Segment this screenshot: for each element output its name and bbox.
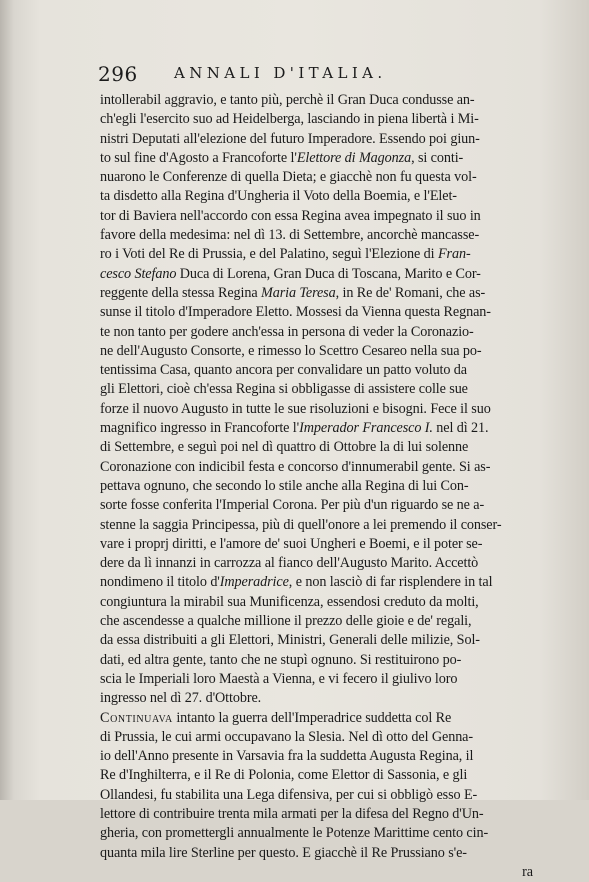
running-head: ANNALI D'ITALIA. xyxy=(174,64,387,82)
text-line xyxy=(100,110,545,129)
text-run: Re d'Inghilterra, e il Re di Polonia, come Elettor di Sassonia, e gli xyxy=(100,767,468,784)
text-run: favore della medesima: nel dì 13. di Settembre, ancorchè mancasse- xyxy=(100,227,480,244)
text-line xyxy=(100,844,545,863)
text-line xyxy=(100,786,545,805)
italic-text: Fran- xyxy=(437,246,471,263)
text-line xyxy=(100,226,545,245)
text-run: gheria, con promettergli annualmente le Potenze Marittime cento cin- xyxy=(100,825,489,842)
text-run: ch'egli l'esercito suo ad Heidelberga, lasciando in piena libertà i Mi- xyxy=(100,111,479,128)
italic-text: Elettore di Magonza xyxy=(296,149,412,166)
text-run: di Prussia, le cui armi occupavano la Slesia. Nel dì otto del Genna- xyxy=(100,728,474,745)
text-run: Ollandesi, fu stabilita una Lega difensiva, per cui si obbligò esso E- xyxy=(100,786,478,803)
text-line xyxy=(100,670,545,689)
text-run: che ascendesse a qualche millione il prezzo delle gioie e de' regali, xyxy=(100,613,472,630)
text-run: Coronazione con indicibil festa e concorso d'innumerabil gente. Si as- xyxy=(100,458,491,475)
text-line xyxy=(100,516,545,535)
text-line xyxy=(100,284,545,303)
text-run: forze il nuovo Augusto in tutte le sue risoluzioni e bisogni. Fece il suo xyxy=(100,400,491,417)
text-line xyxy=(100,207,545,226)
text-run: , si conti- xyxy=(411,149,464,166)
text-line xyxy=(100,419,545,438)
text-run: stenne la saggia Principessa, più di quell'onore a lei premendo il conser- xyxy=(100,516,502,533)
text-line xyxy=(100,323,545,342)
page-header xyxy=(98,62,548,84)
text-run: io dell'Anno presente in Varsavia fra la suddetta Augusta Regina, il xyxy=(100,748,474,765)
text-run: nuarono le Conferenze di quella Dieta; e giacchè non fu questa vol- xyxy=(100,169,477,186)
text-run: ne dell'Augusto Consorte, e rimesso lo Scettro Cesareo nella sua po- xyxy=(100,342,482,359)
text-line xyxy=(100,458,545,477)
text-line xyxy=(100,245,545,264)
text-run: pettava ognuno, che secondo lo stile anche alla Regina di lui Con- xyxy=(100,477,469,494)
text-run: tentissima Casa, quanto ancora per convalidare un patto voluto da xyxy=(100,362,467,379)
text-run: ingresso nel dì 27. d'Ottobre. xyxy=(100,690,262,707)
text-run: congiuntura la mirabil sua Munificenza, essendosi creduto da molti, xyxy=(100,593,479,610)
text-line xyxy=(100,187,545,206)
text-line xyxy=(100,631,545,650)
italic-text: Maria Teresa xyxy=(260,284,336,301)
text-line xyxy=(100,130,545,149)
text-line xyxy=(100,573,545,592)
text-line xyxy=(100,168,545,187)
text-run: te non tanto per godere anch'essa in persona di veder la Coronazio- xyxy=(100,323,474,340)
text-line xyxy=(100,265,545,284)
text-run: , e non lasciò di far risplendere in tal xyxy=(288,574,493,591)
text-line xyxy=(100,593,545,612)
text-line xyxy=(100,477,545,496)
text-run: dati, ed altra gente, tanto che ne stupì ognuno. Si restituirono po- xyxy=(100,651,462,668)
text-run: intollerabil aggravio, e tanto più, perchè il Gran Duca condusse an- xyxy=(100,92,475,108)
text-run: quanta mila lire Sterline per questo. E giacchè il Re Prussiano s'e- xyxy=(100,844,467,861)
text-run: scia le Imperiali loro Maestà a Vienna, e vi fecero il giulivo loro xyxy=(100,670,458,687)
text-run: lettore di contribuire trenta mila armati per la difesa del Regno d'Un- xyxy=(100,805,484,822)
text-run: dere da lì innanzi in carrozza al fianco dell'Augusto Marito. Accettò xyxy=(100,555,479,572)
text-line xyxy=(100,438,545,457)
text-line xyxy=(100,612,545,631)
text-run: ta disdetto alla Regina d'Ungheria il Voto della Boemia, e l'Elet- xyxy=(100,188,457,205)
text-line xyxy=(100,380,545,399)
text-run: tor di Baviera nell'accordo con essa Regina avea impegnato il suo in xyxy=(100,207,481,224)
text-line xyxy=(100,400,545,419)
text-run: vare i proprj diritti, e l'amore de' suoi Ungheri e Boemi, e il poter se- xyxy=(100,535,483,552)
text-run: to sul fine d'Agosto a Francoforte l' xyxy=(100,149,297,166)
text-line xyxy=(100,824,545,843)
text-line xyxy=(100,709,545,728)
text-run: sorte fosse conferita l'Imperial Corona. Per più d'un riguardo se ne a- xyxy=(100,497,485,514)
text-run: nistri Deputati all'elezione del futuro Imperadore. Essendo poi giun- xyxy=(100,130,480,147)
text-run: , in Re de' Romani, che as- xyxy=(335,284,486,301)
text-line xyxy=(100,766,545,785)
text-line xyxy=(100,554,545,573)
text-run: da essa distribuiti a gli Elettori, Ministri, Generali delle milizie, Sol- xyxy=(100,632,480,649)
text-line xyxy=(100,303,545,322)
text-run: sunse il titolo d'Imperadore Eletto. Mossesi da Vienna questa Regnan- xyxy=(100,304,491,321)
text-line xyxy=(100,535,545,554)
italic-text: Imperador Francesco I. xyxy=(299,420,433,437)
text-line xyxy=(100,747,545,766)
text-run: reggente della stessa Regina xyxy=(100,284,261,301)
text-line xyxy=(100,728,545,747)
text-line xyxy=(100,689,545,708)
page-number: 296 xyxy=(98,62,138,86)
italic-text: cesco Stefano xyxy=(100,265,177,282)
text-line xyxy=(100,149,545,168)
text-run: ro i Voti del Re di Prussia, e del Palatino, seguì l'Elezione di xyxy=(100,246,438,263)
text-run: gli Elettori, cioè ch'essa Regina si obbligasse di assistere colle sue xyxy=(100,381,468,398)
text-run: intanto la guerra dell'Imperadrice suddetta col Re xyxy=(172,709,452,726)
text-run: Duca di Lorena, Gran Duca di Toscana, Marito e Cor- xyxy=(176,265,481,282)
catchword: ra xyxy=(522,863,533,880)
text-run: di Settembre, e seguì poi nel dì quattro di Ottobre la di lui solenne xyxy=(100,439,469,456)
text-line xyxy=(100,361,545,380)
text-line xyxy=(100,651,545,670)
italic-text: Imperadrice xyxy=(219,574,289,591)
small-caps-text: Continuava xyxy=(100,709,173,726)
text-line xyxy=(100,805,545,824)
text-line xyxy=(100,496,545,515)
text-run: nel dì 21. xyxy=(432,420,489,437)
text-run: magnifico ingresso in Francoforte l' xyxy=(100,420,300,437)
text-line xyxy=(100,342,545,361)
text-line xyxy=(100,91,545,110)
body-text xyxy=(100,91,545,882)
text-run: nondimeno il titolo d' xyxy=(100,574,220,591)
